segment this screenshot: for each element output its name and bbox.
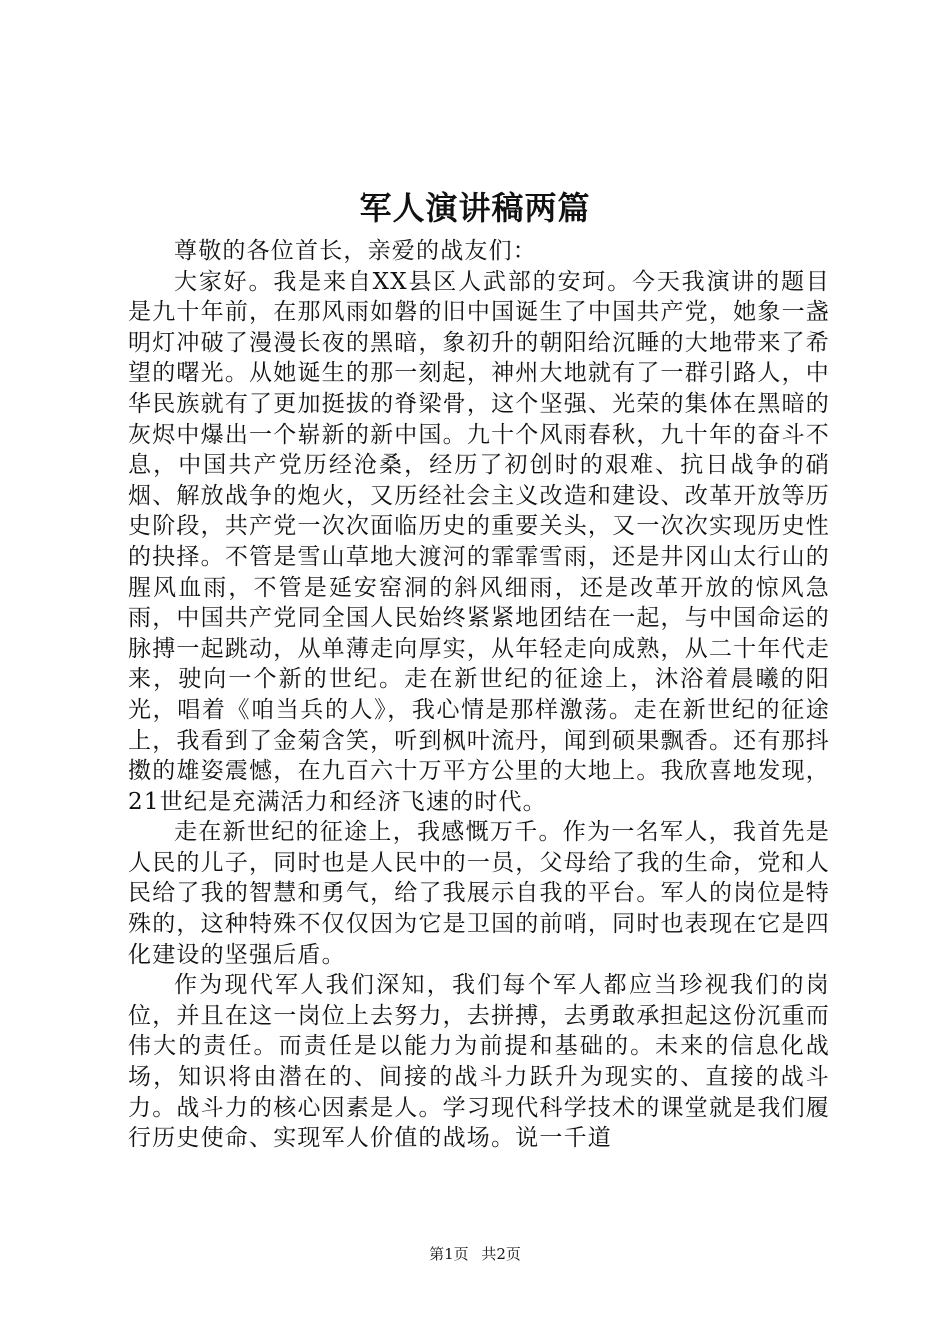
page-footer — [0, 1244, 950, 1264]
document-body — [128, 236, 830, 1154]
document-title: 军人演讲稿两篇 — [359, 189, 591, 227]
body-paragraph: 走在新世纪的征途上，我感慨万千。作为一名军人，我首先是人民的儿子，同时也是人民中的一员，父母给了我的生命，党和人民给了我的智慧和勇气，给了我展示自我的平台。军人的岗位是特殊的，这种特殊不仅仅因为它是卫国的前哨，同时也表现在它是四化建设的坚强后盾。 — [128, 819, 830, 968]
page-number-current: 第1页 — [429, 1245, 469, 1263]
salutation-paragraph: 尊敬的各位首长，亲爱的战友们： — [174, 238, 537, 264]
body-paragraph: 大家好。我是来自XX县区人武部的安珂。今天我演讲的题目是九十年前，在那风雨如磐的旧中国诞生了中国共产党，她象一盏明灯冲破了漫漫长夜的黑暗，象初升的朝阳给沉睡的大地带来了希望的曙光。从她诞生的那一刻起，神州大地就有了一群引路人，中华民族就有了更加挺拔的脊梁骨，这个坚强、光荣的集体在黑暗的灰烬中爆出一个崭新的新中国。九十个风雨春秋，九十年的奋斗不息，中国共产党历经沧桑，经历了初创时的艰难、抗日战争的硝烟、解放战争的炮火，又历经社会主义改造和建设、改革开放等历史阶段，共产党一次次面临历史的重要关头，又一次次实现历史性的抉择。不管是雪山草地大渡河的霏霏雪雨，还是井冈山太行山的腥风血雨，不管是延安窑洞的斜风细雨，还是改革开放的惊风急雨，中国共产党同全国人民始终紧紧地团结在一起，与中国命运的脉搏一起跳动，从单薄走向厚实，从年轻走向成熟，从二十年代走来，驶向一个新的世纪。走在新世纪的征途上，沐浴着晨曦的阳光，唱着《咱当兵的人》，我心情是那样激荡。走在新世纪的征途上，我看到了金菊含笑，听到枫叶流丹，闻到硕果飘香。还有那抖擞的雄姿震憾，在九百六十万平方公里的大地上。我欣喜地发现，21世纪是充满活力和经济飞速的时代。 — [128, 268, 830, 815]
page-number-total: 共2页 — [481, 1245, 521, 1263]
body-paragraph: 作为现代军人我们深知，我们每个军人都应当珍视我们的岗位，并且在这一岗位上去努力，去拼搏，去勇敢承担起这份沉重而伟大的责任。而责任是以能力为前提和基础的。未来的信息化战场，知识将由潜在的、间接的战斗力跃升为现实的、直接的战斗力。战斗力的核心因素是人。学习现代科学技术的课堂就是我们履行历史使命、实现军人价值的战场。说一千道 — [128, 972, 830, 1152]
